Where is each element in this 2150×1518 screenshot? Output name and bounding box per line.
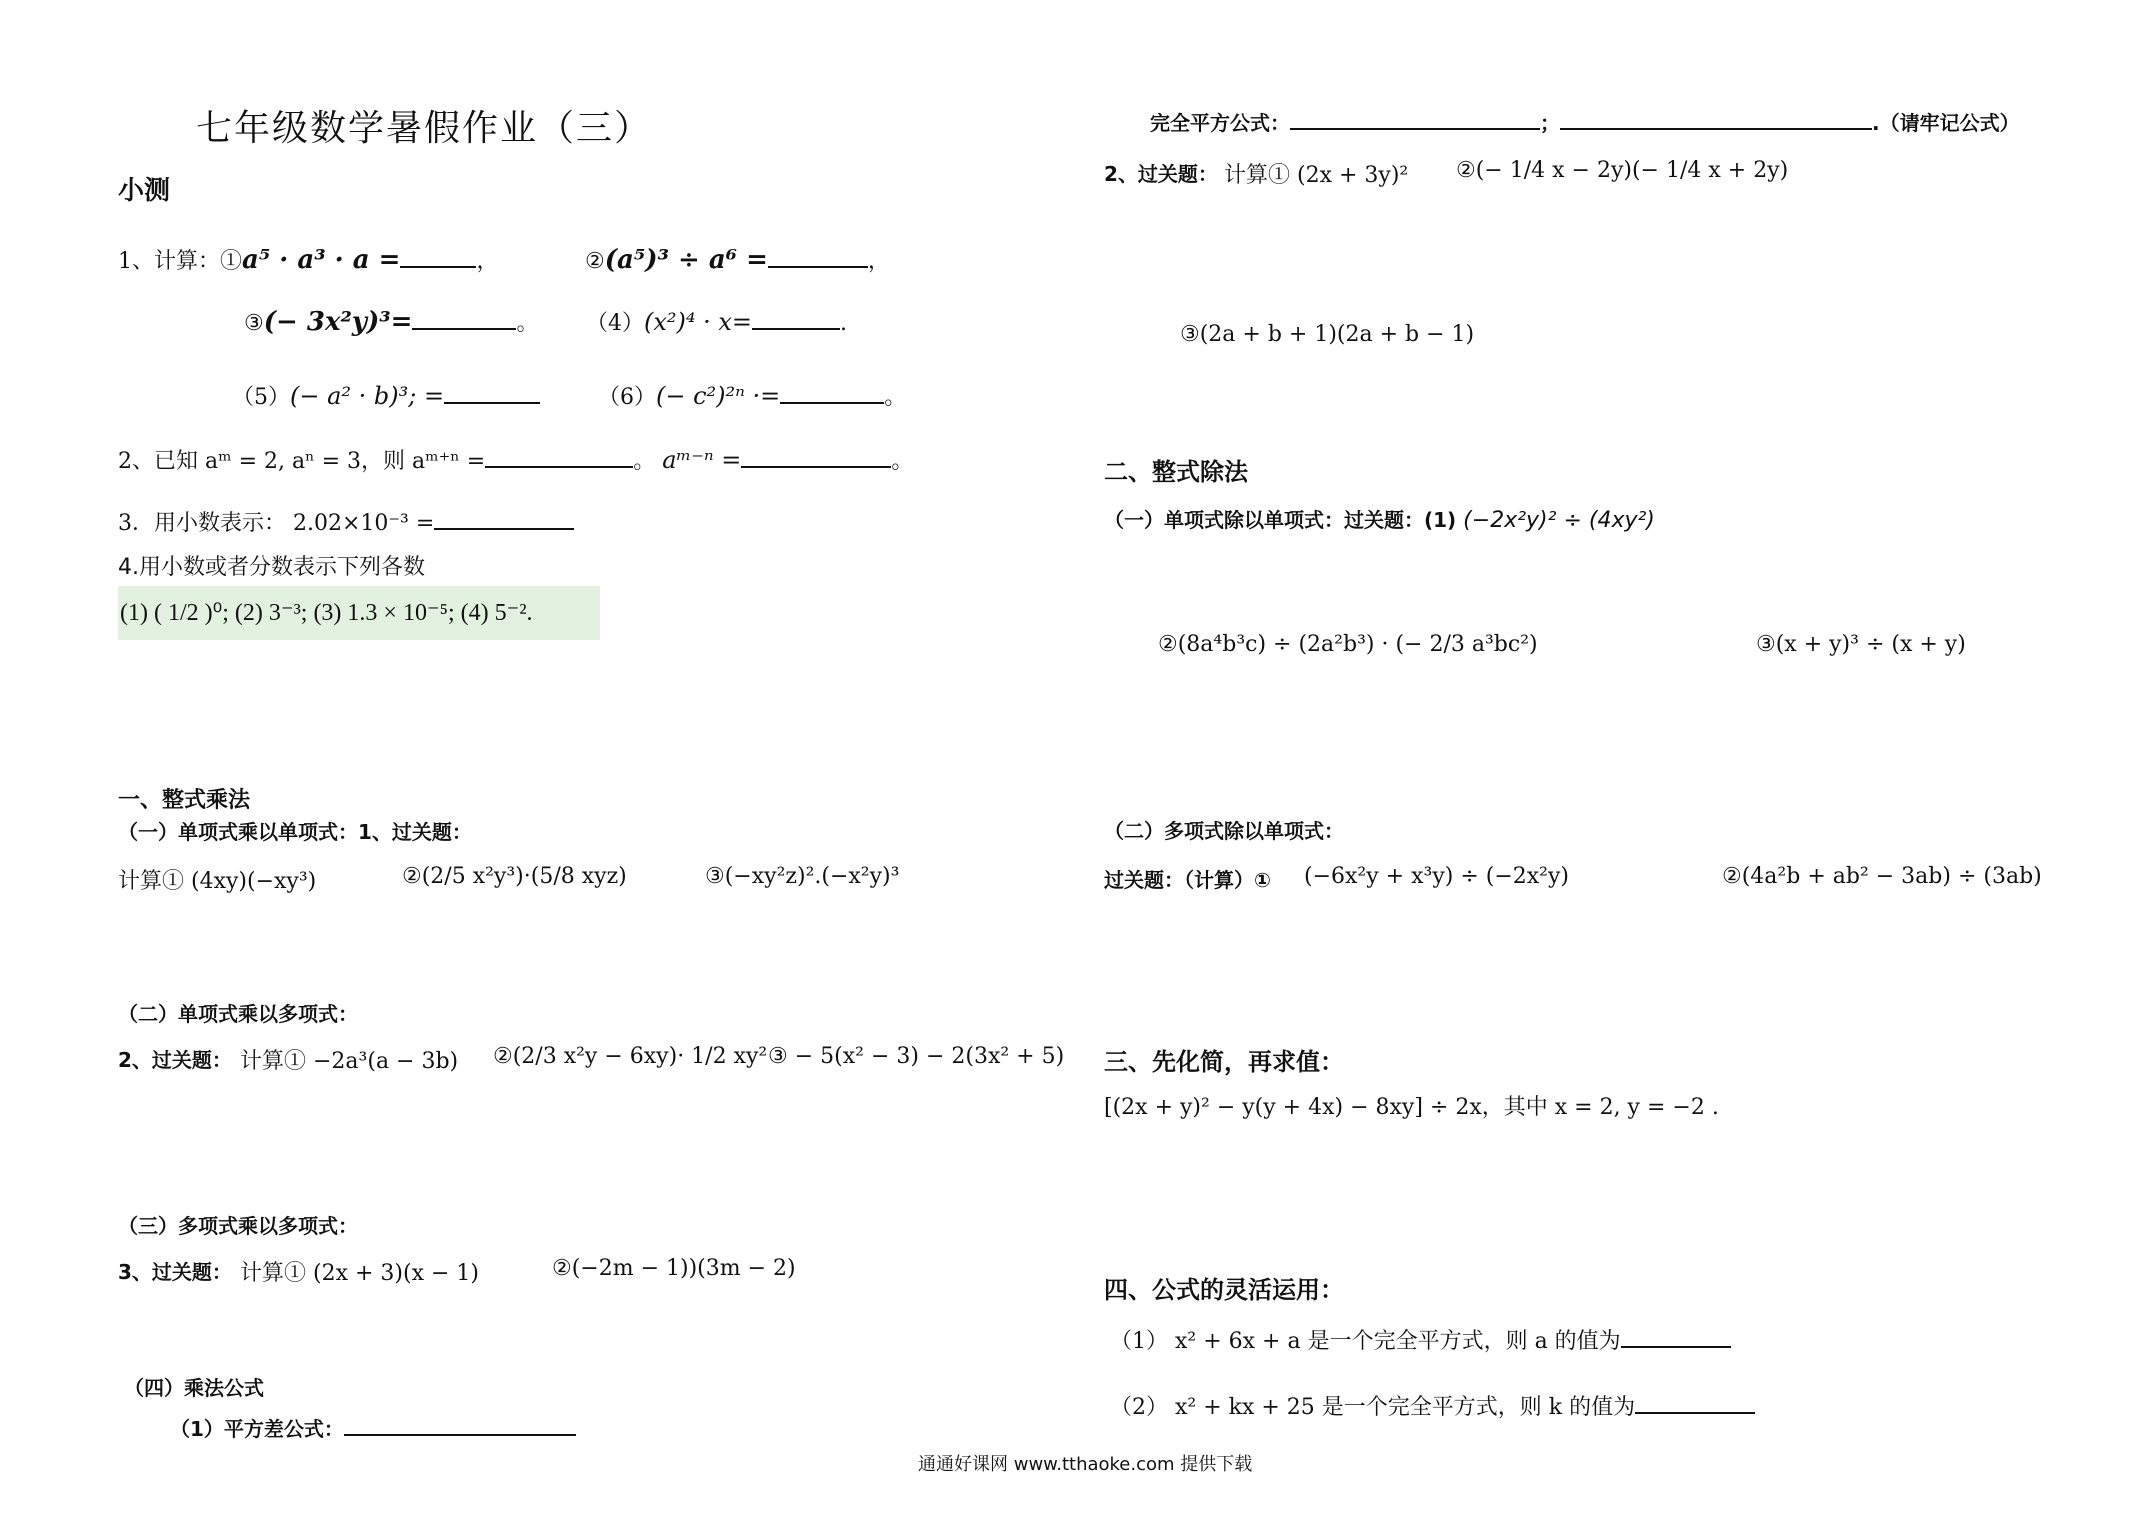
sec2-sub1: （一）单项式除以单项式：过关题：(1) <box>1104 508 1457 532</box>
q1-c-expr: (− 3x²y)³= <box>263 307 413 337</box>
sec1-item2-b: ②(2/3 x²y − 6xy)· 1/2 xy² <box>493 1044 768 1069</box>
square-formula-note: .（请牢记公式） <box>1872 111 2020 135</box>
q4-text: 4.用小数或者分数表示下列各数 <box>118 555 425 580</box>
r-q2-c: ③(2a + b + 1)(2a + b − 1) <box>1180 322 1475 347</box>
sec4-item-2 <box>1110 1388 1755 1421</box>
sec1-sub4: （四）乘法公式 <box>124 1376 264 1400</box>
sec1-sub4-a-row <box>170 1410 576 1442</box>
footer-credit: 通通好课网 www.tthaoke.com 提供下载 <box>918 1454 1253 1475</box>
q1-b-expr: (a⁵)³ ÷ a⁶ = <box>604 245 768 275</box>
q1-row1b: ②(a⁵)³ ÷ a⁶ = ， <box>585 242 890 275</box>
sec4-item-1 <box>1110 1322 1731 1355</box>
answer-blank <box>741 442 891 468</box>
sec1-sub4-a: （1）平方差公式： <box>170 1417 344 1441</box>
sec1-item2-c: ③ − 5(x² − 3) − 2(3x² + 5) <box>768 1044 1065 1069</box>
sec1-sub2: （二）单项式乘以多项式： <box>118 1002 358 1026</box>
sec2-item2-a: (−6x²y + x³y) ÷ (−2x²y) <box>1304 864 1569 889</box>
answer-blank <box>485 442 633 468</box>
answer-blank <box>1635 1388 1755 1414</box>
sec1-heading: 一、整式乘法 <box>118 788 251 813</box>
sec2-item2-b: ②(4a²b + ab² − 3ab) ÷ (3ab) <box>1722 864 2042 889</box>
q1-row1: 1、计算：①a⁵ · a³ · a = ， <box>118 242 498 275</box>
sec2-items2-label: 过关题：（计算）① <box>1104 868 1271 892</box>
q3-row <box>118 504 574 537</box>
q1-row2b: （4）(x²)⁴ · x= . <box>586 304 847 337</box>
sec3-heading: 三、先化简，再求值： <box>1104 1048 1344 1076</box>
page-title: 七年级数学暑假作业（三） <box>196 108 653 149</box>
q2-second: aᵐ⁻ⁿ = <box>662 446 742 474</box>
q1-row2a: ③(− 3x²y)³= 。 <box>244 304 538 337</box>
answer-blank <box>1560 104 1872 130</box>
answer-blank <box>752 304 840 330</box>
quiz-heading: 小测 <box>118 176 171 206</box>
q1-e-prefix: （5） <box>232 385 290 410</box>
square-formula-sep: ； <box>1540 111 1560 135</box>
answer-blank <box>444 378 540 404</box>
r-q2-b: ②(− 1/4 x − 2y)(− 1/4 x + 2y) <box>1456 158 1789 183</box>
sec1-item1-c: ③(−xy²z)².(−x²y)³ <box>705 864 900 889</box>
q2-row: 2、已知 aᵐ = 2, aⁿ = 3，则 aᵐ⁺ⁿ = 。 aᵐ⁻ⁿ = 。 <box>118 442 913 475</box>
sec2-sub2: （二）多项式除以单项式： <box>1104 819 1344 843</box>
square-formula-row <box>1150 104 2020 136</box>
sec2-item1-a: ②(8a⁴b³c) ÷ (2a²b³) · (− 2/3 a³bc²) <box>1158 632 1538 657</box>
sec4-item-1-text: （1） x² + 6x + a 是一个完全平方式，则 a 的值为 <box>1110 1329 1621 1354</box>
sec1-sub1: （一）单项式乘以单项式：1、过关题： <box>118 820 472 844</box>
q1-d-expr: (x²)⁴ · x= <box>644 308 753 336</box>
sec1-item2-a: 计算① −2a³(a − 3b) <box>240 1049 459 1074</box>
answer-blank <box>344 1410 576 1436</box>
sec2-sub1-expr: (−2x²y)² ÷ (4xy²) <box>1463 508 1655 533</box>
q1-f-prefix: （6） <box>598 385 656 410</box>
sec1-sub3: （三）多项式乘以多项式： <box>118 1214 358 1238</box>
q1-f-expr: (− c²)²ⁿ ·= <box>656 382 781 410</box>
sec1-item3-a: 计算① (2x + 3)(x − 1) <box>240 1261 479 1286</box>
q3-text: 3．用小数表示： 2.02×10⁻³ = <box>118 511 435 536</box>
q1-row3a <box>232 378 540 411</box>
r-q2-label: 2、过关题： <box>1104 162 1218 186</box>
sec1-items3-label: 3、过关题： <box>118 1260 232 1284</box>
sec2-item1-b: ③(x + y)³ ÷ (x + y) <box>1756 632 1966 657</box>
sec1-item3-b: ②(−2m − 1))(3m − 2) <box>552 1256 796 1281</box>
sec2-sub1-row <box>1104 504 1655 533</box>
sec1-item1-b: ②(2/5 x²y³)·(5/8 xyz) <box>402 864 627 889</box>
q1-row3b: （6）(− c²)²ⁿ ·= 。 <box>598 378 906 411</box>
sec4-heading: 四、公式的灵活运用： <box>1104 1276 1344 1304</box>
q1-intro: 1、计算：① <box>118 249 242 274</box>
q1-c-prefix: ③ <box>244 311 264 336</box>
q1-d-prefix: （4） <box>586 311 644 336</box>
sec4-item-2-text: （2） x² + kx + 25 是一个完全平方式，则 k 的值为 <box>1110 1395 1636 1420</box>
answer-blank <box>1621 1322 1731 1348</box>
answer-blank <box>412 304 516 330</box>
q1-e-expr: (− a² · b)³; = <box>290 382 445 410</box>
q2-text: 2、已知 aᵐ = 2, aⁿ = 3，则 aᵐ⁺ⁿ = <box>118 449 486 474</box>
q1-b-prefix: ② <box>585 249 605 274</box>
sec2-heading: 二、整式除法 <box>1104 458 1248 486</box>
square-formula-label: 完全平方公式： <box>1150 111 1290 135</box>
sec3-expr: [(2x + y)² − y(y + 4x) − 8xy] ÷ 2x，其中 x = 2, y = −2 . <box>1104 1095 1719 1120</box>
answer-blank <box>768 242 868 268</box>
answer-blank <box>780 378 884 404</box>
answer-blank <box>400 242 476 268</box>
sec1-item1-a: 计算① (4xy)(−xy³) <box>118 869 317 894</box>
q1-a-expr: a⁵ · a³ · a = <box>242 245 401 275</box>
sec1-items2-label: 2、过关题： <box>118 1048 232 1072</box>
r-q2-a: 计算① (2x + 3y)² <box>1224 163 1409 188</box>
q4-items: (1) ( 1/2 )⁰; (2) 3⁻³; (3) 1.3 × 10⁻⁵; (4) 5⁻². <box>120 600 533 626</box>
answer-blank <box>1290 104 1540 130</box>
answer-blank <box>434 504 574 530</box>
